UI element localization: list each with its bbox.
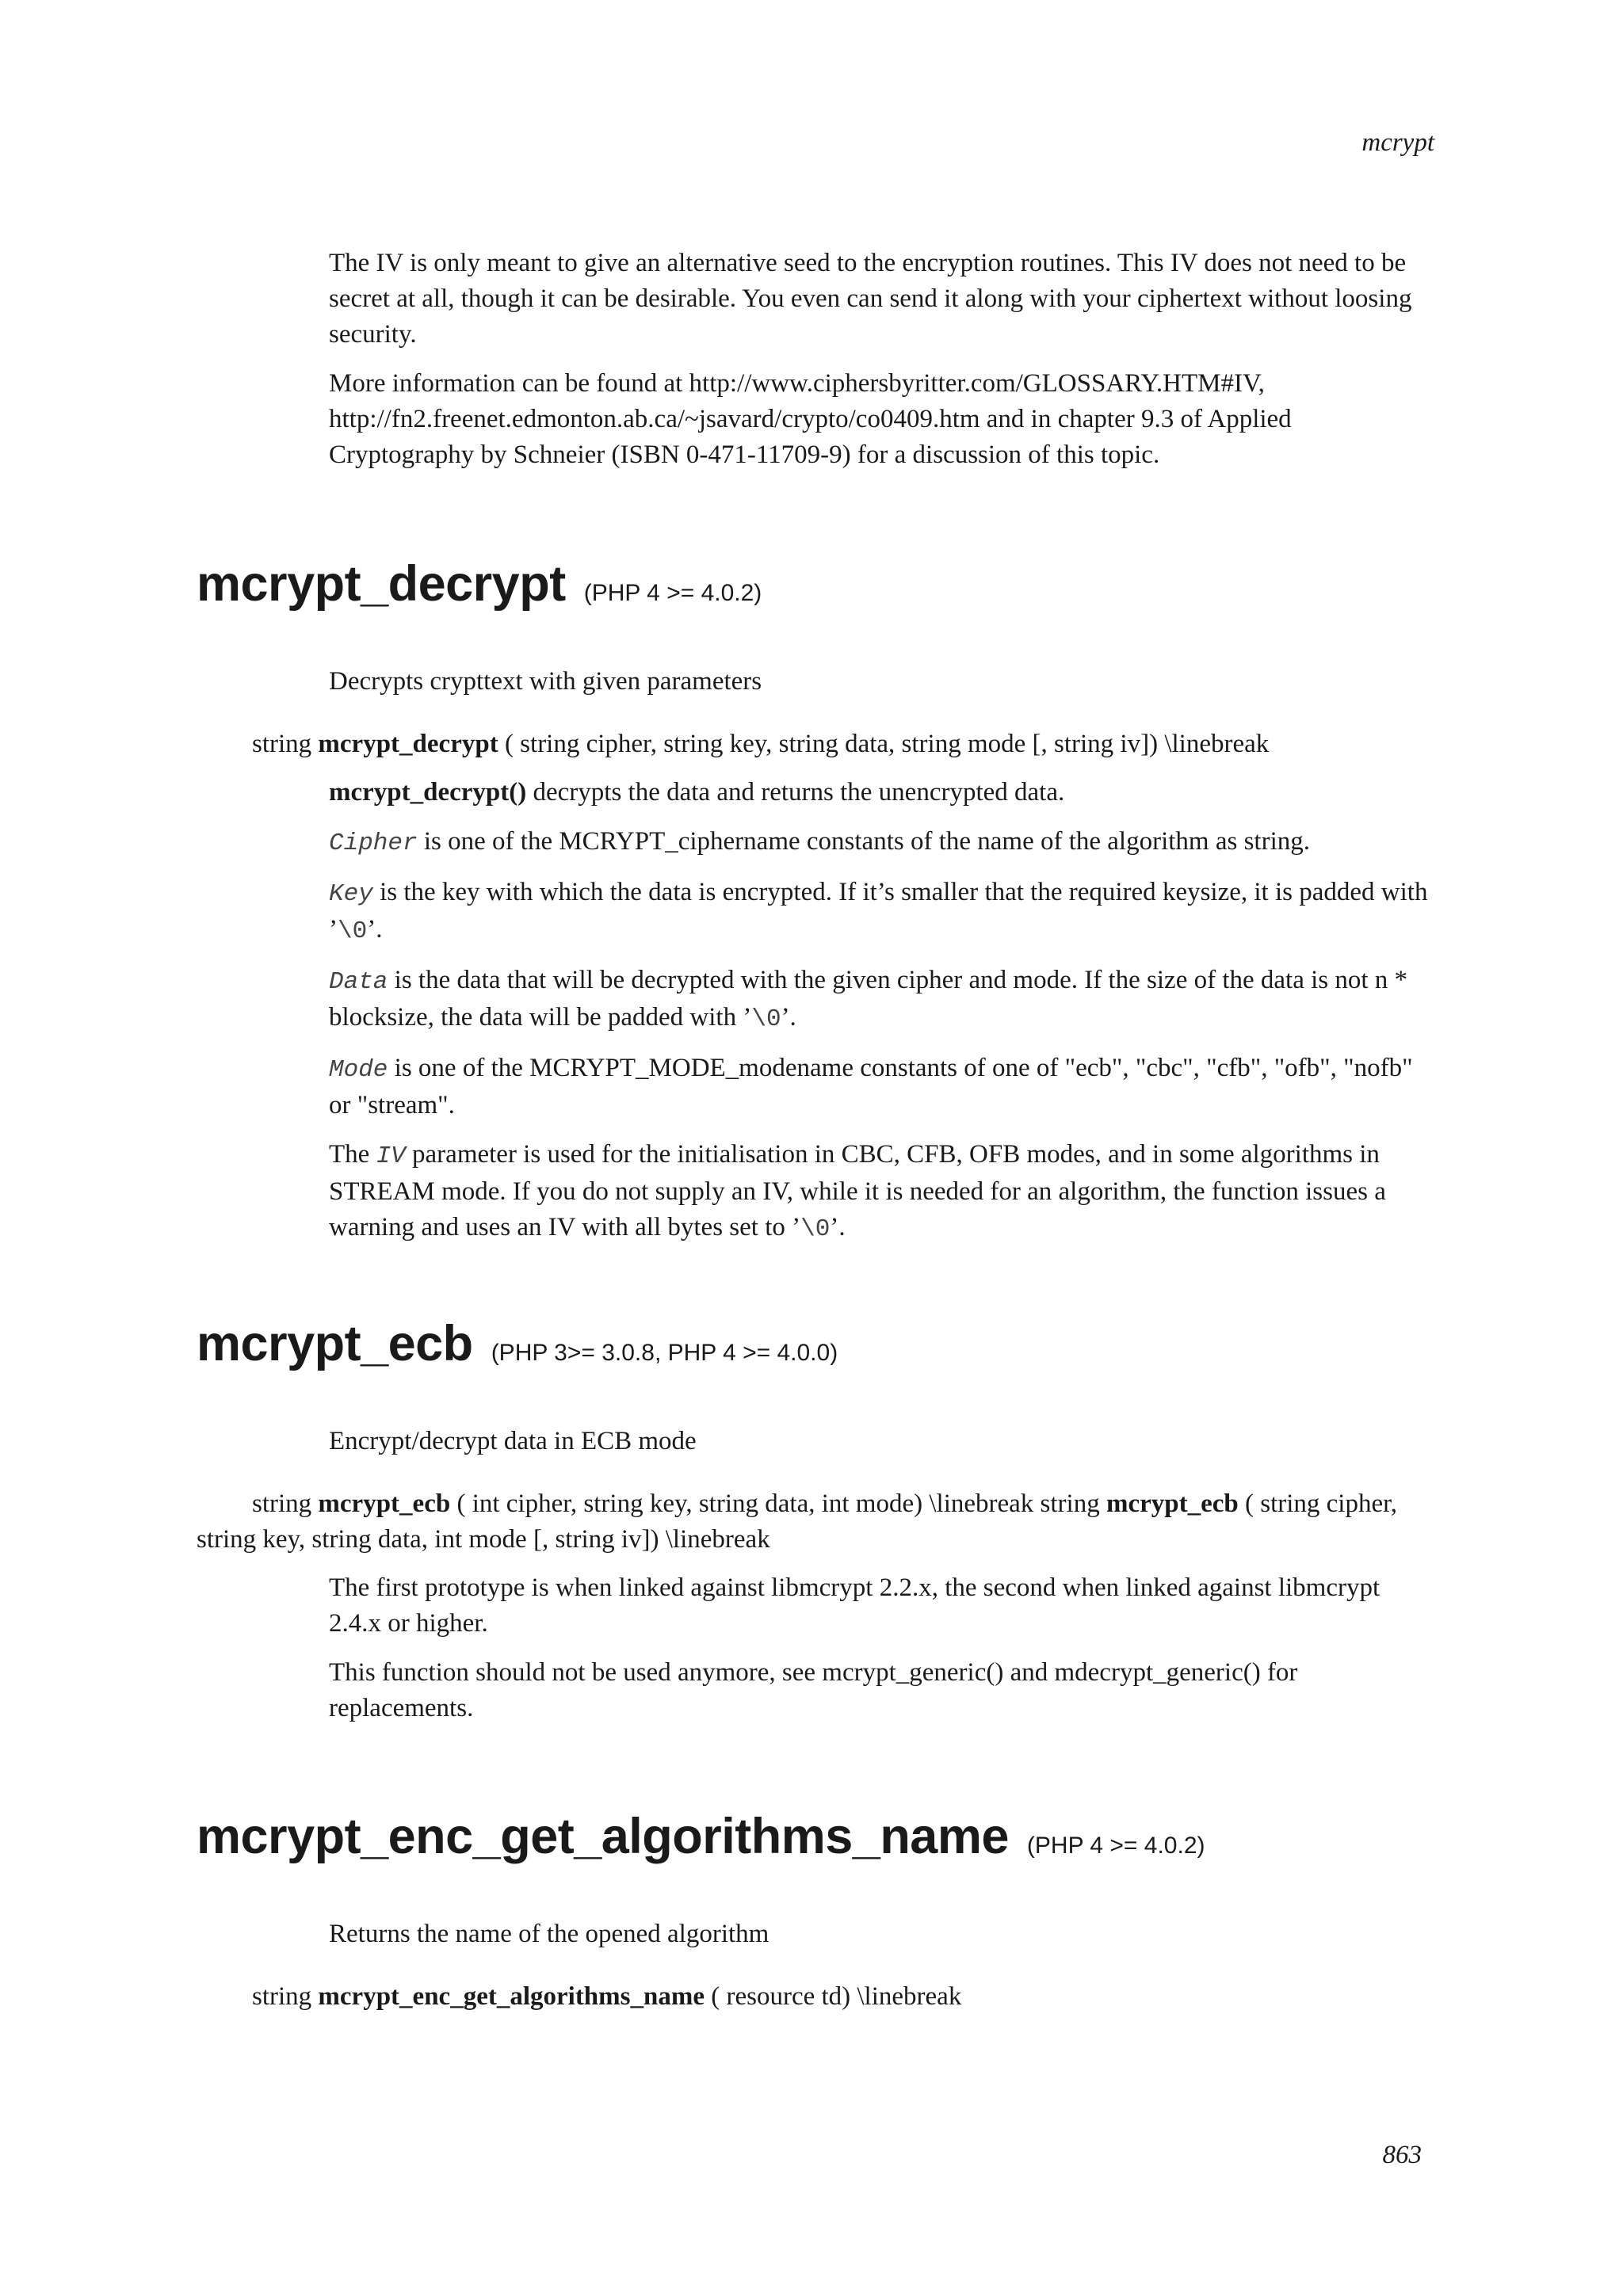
function-name: mcrypt_decrypt	[197, 556, 566, 612]
description-paragraph: The first prototype is when linked against libmcrypt 2.2.x, the second when linked against libmcrypt 2.4.x or higher.	[329, 1573, 1381, 1638]
intro-section	[329, 246, 1438, 473]
description-paragraph: mcrypt_decrypt() decrypts the data and returns the unencrypted data.	[329, 778, 1065, 807]
function-heading-mcrypt-ecb	[197, 1316, 838, 1381]
parameter-name: Mode	[329, 1056, 388, 1084]
function-summary: Returns the name of the opened algorithm	[329, 1920, 769, 1948]
synopsis-arguments: ( string cipher, string key, string data, string mode [, string iv]) \linebreak	[504, 730, 1270, 758]
function-description	[329, 775, 1438, 1247]
function-version: (PHP 3>= 3.0.8, PHP 4 >= 4.0.0)	[491, 1340, 838, 1366]
synopsis-function-name: mcrypt_ecb	[1106, 1489, 1239, 1518]
running-header: mcrypt	[1361, 128, 1434, 157]
synopsis-function-name: mcrypt_ecb	[318, 1489, 451, 1518]
parameter-name: IV	[376, 1142, 406, 1170]
return-type: string	[252, 730, 312, 758]
return-type: string	[252, 1489, 312, 1518]
function-reference: mcrypt_decrypt()	[329, 778, 527, 807]
code-literal: \0	[800, 1215, 831, 1243]
function-heading-mcrypt-enc-get-algorithms-name	[197, 1809, 1205, 1874]
description-paragraph: Data is the data that will be decrypted with the given cipher and mode. If the size of the data is not n * blocksize, the data will be padded with ’\0’.	[329, 966, 1408, 1033]
synopsis-function-name: mcrypt_decrypt	[318, 730, 498, 758]
synopsis-arguments: ( string cipher, string key, string data, int mode [, string iv]) \linebreak	[197, 1489, 1398, 1554]
function-name: mcrypt_enc_get_algorithms_name	[197, 1809, 1009, 1864]
function-version: (PHP 4 >= 4.0.2)	[1026, 1833, 1205, 1859]
function-heading-mcrypt-decrypt	[197, 556, 762, 621]
function-version: (PHP 4 >= 4.0.2)	[583, 580, 762, 606]
synopsis-arguments: ( resource td) \linebreak	[711, 1982, 962, 2011]
description-paragraph: This function should not be used anymore, see mcrypt_generic() and mdecrypt_generic() for replacements.	[329, 1658, 1298, 1722]
function-summary: Decrypts crypttext with given parameters	[329, 667, 762, 696]
function-synopsis	[197, 1486, 1441, 1558]
code-literal: \0	[338, 917, 368, 945]
parameter-name: Cipher	[329, 830, 418, 857]
intro-paragraph-1: The IV is only meant to give an alternative seed to the encryption routines. This IV does not need to be secret at all, though it can be desirable. You even can send it along with your ciphertext without loosing security.	[329, 249, 1412, 349]
synopsis-arguments: ( int cipher, string key, string data, int mode) \linebreak	[456, 1489, 1034, 1518]
description-paragraph: Cipher is one of the MCRYPT_ciphername constants of the name of the algorithm as string.	[329, 827, 1310, 857]
function-summary: Encrypt/decrypt data in ECB mode	[329, 1427, 697, 1455]
parameter-name: Key	[329, 880, 373, 908]
function-name: mcrypt_ecb	[197, 1316, 473, 1371]
description-paragraph: The IV parameter is used for the initialisation in CBC, CFB, OFB modes, and in some algorithms in STREAM mode. If you do not supply an IV, while it is needed for an algorithm, the function issues a warning and uses an IV with all bytes set to ’\0’.	[329, 1140, 1386, 1243]
code-literal: \0	[751, 1005, 781, 1033]
synopsis-function-name: mcrypt_enc_get_algorithms_name	[318, 1982, 705, 2011]
return-type: string	[1040, 1489, 1100, 1518]
description-paragraph: Key is the key with which the data is encrypted. If it’s smaller that the required keysize, it is padded with ’\0’.	[329, 878, 1428, 945]
return-type: string	[252, 1982, 312, 2011]
intro-paragraph-2: More information can be found at http://www.ciphersbyritter.com/GLOSSARY.HTM#IV, http://fn2.freenet.edmonton.ab.ca/~jsavard/crypto/co0409.htm and in chapter 9.3 of Applied Cryptography by Schneier (ISBN 0-471-11709-9) for a discussion of this topic.	[329, 369, 1292, 469]
page-number: 863	[1382, 2141, 1422, 2169]
function-description	[329, 1570, 1438, 1726]
function-synopsis	[197, 727, 1441, 762]
description-paragraph: Mode is one of the MCRYPT_MODE_modename constants of one of "ecb", "cbc", "cfb", "ofb", "nofb" or "stream".	[329, 1054, 1413, 1119]
function-synopsis	[197, 1979, 1441, 2015]
parameter-name: Data	[329, 968, 388, 996]
